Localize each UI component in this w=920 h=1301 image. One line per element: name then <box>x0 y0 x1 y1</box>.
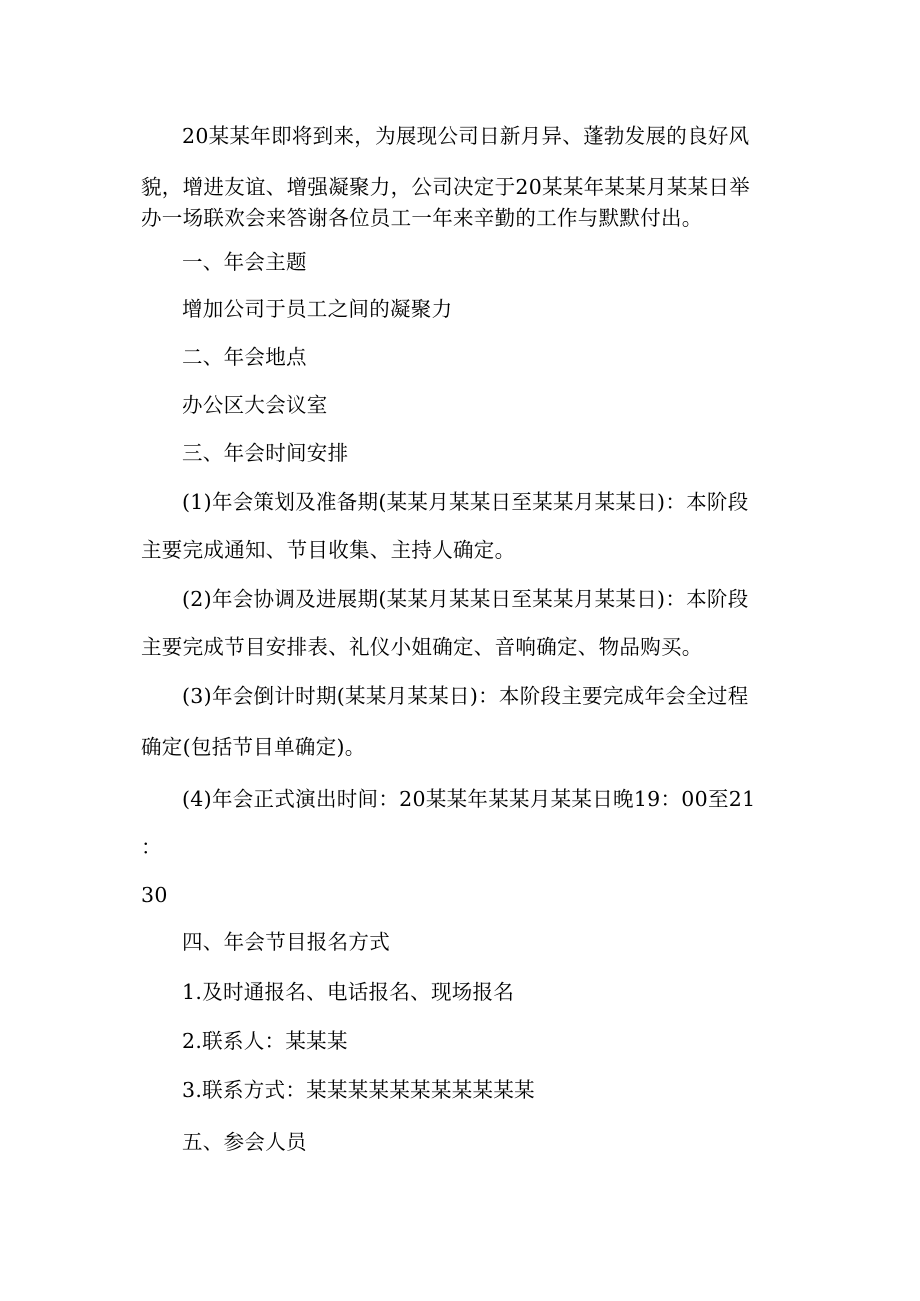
schedule-item-1-line-1: (1)年会策划及准备期(某某月某某日至某某月某某日)：本阶段 <box>182 490 749 514</box>
schedule-item-2-line-1: (2)年会协调及进展期(某某月某某日至某某月某某日)：本阶段 <box>182 587 749 611</box>
section-heading-attendees: 五、参会人员 <box>182 1130 307 1154</box>
schedule-item-2-line-2: 主要完成节目安排表、礼仪小姐确定、音响确定、物品购买。 <box>141 635 703 659</box>
schedule-item-4-line-3: 30 <box>141 883 168 907</box>
schedule-item-3-line-1: (3)年会倒计时期(某某月某某日)：本阶段主要完成年会全过程 <box>182 684 749 708</box>
section-heading-registration: 四、年会节目报名方式 <box>182 930 390 954</box>
location-text: 办公区大会议室 <box>182 393 328 417</box>
section-heading-theme: 一、年会主题 <box>182 250 307 274</box>
schedule-item-4-line-2: ： <box>141 835 162 859</box>
schedule-item-3-line-2: 确定(包括节目单确定)。 <box>141 735 366 759</box>
intro-line-1: 20某某年即将到来，为展现公司日新月异、蓬勃发展的良好风 <box>182 124 750 148</box>
intro-line-2: 貌，增进友谊、增强凝聚力，公司决定于20某某年某某月某某日举 <box>141 175 751 199</box>
theme-text: 增加公司于员工之间的凝聚力 <box>182 297 453 321</box>
section-heading-location: 二、年会地点 <box>182 345 307 369</box>
section-heading-schedule: 三、年会时间安排 <box>182 441 349 465</box>
registration-item-1: 1.及时通报名、电话报名、现场报名 <box>182 980 515 1004</box>
registration-item-3: 3.联系方式：某某某某某某某某某某某 <box>182 1078 535 1102</box>
registration-item-2: 2.联系人：某某某 <box>182 1029 348 1053</box>
schedule-item-1-line-2: 主要完成通知、节目收集、主持人确定。 <box>141 538 516 562</box>
schedule-item-4-line-1: (4)年会正式演出时间：20某某年某某月某某日晚19：00至21 <box>182 787 756 811</box>
intro-line-3: 办一场联欢会来答谢各位员工一年来辛勤的工作与默默付出。 <box>141 206 703 230</box>
